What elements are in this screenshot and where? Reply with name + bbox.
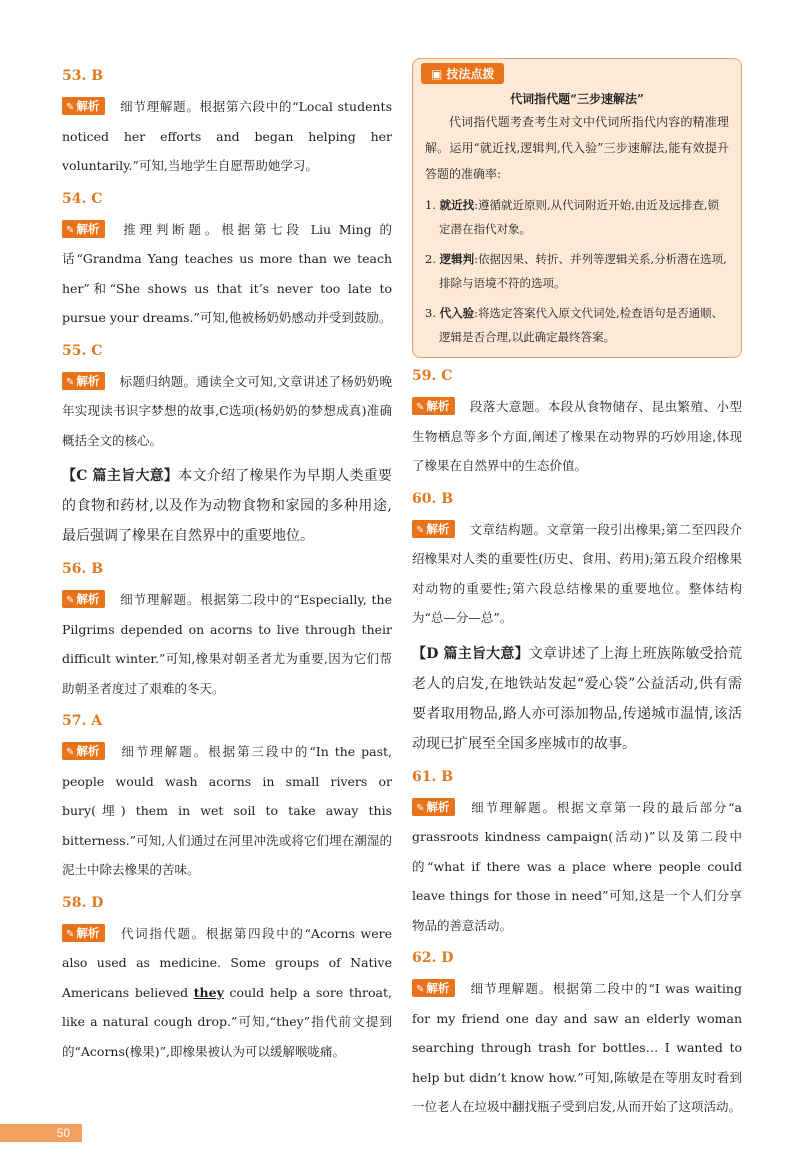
tip-intro: 代词指代题考查考生对文中代词所指代内容的精准理解。运用“就近找,逻辑判,代入验”三步速解法,能有效提升答题的准确率:: [425, 115, 729, 181]
answer-60: 60. B: [412, 490, 454, 507]
pencil-icon: ✎: [416, 402, 425, 413]
explanation-55: ✎ 解析 标题归纳题。通读全文可知,文章讲述了杨奶奶晚年实现读书识字梦想的故事,C选项(杨奶奶的梦想成真)准确概括全文的核心。: [62, 373, 392, 448]
answer-57: 57. A: [62, 713, 103, 729]
analysis-tag: ✎ 解析: [62, 220, 105, 238]
pencil-icon: ✎: [66, 928, 75, 940]
pencil-icon: ✎: [66, 747, 75, 758]
left-column: [62, 58, 392, 1066]
answer-55: 55. C: [62, 342, 103, 359]
underlined-they: they: [193, 984, 224, 1000]
summary-c: 【C 篇主旨大意】本文介绍了橡果作为早期人类重要的食物和药材,以及作为动物食物和家园的多种用途,最后强调了橡果在自然界中的重要地位。: [62, 468, 392, 544]
explanation-57: ✎ 解析 细节理解题。根据第三段中的“In the past, people would wash acorns in small rivers or bury(埋) them in wet soil to take away this bitterness.”可知,人们通过在河里冲洗或将它们埋在潮湿的泥土中除去橡果的苦味。: [62, 744, 392, 877]
tip-title: 代词指代题“三步速解法”: [510, 92, 644, 106]
analysis-tag: ✎ 解析: [62, 742, 105, 760]
answer-56: 56. B: [62, 561, 104, 577]
analysis-tag: ✎ 解析: [62, 372, 105, 390]
explanation-59: ✎ 解析 段落大意题。本段从食物储存、昆虫繁殖、小型生物栖息等多个方面,阐述了橡果在动物界的巧妙用途,体现了橡果在自然界中的生态价值。: [412, 399, 742, 473]
tip-step-2: 2. 逻辑判:依据因果、转折、并列等逻辑关系,分析潜在选项,排除与语境不符的选项。: [425, 252, 727, 290]
pencil-icon: ✎: [66, 376, 75, 388]
explanation-62: ✎ 解析 细节理解题。根据第二段中的“I was waiting for my friend one day and saw an elderly woman searching through trash for bottles… I wanted to help but didn’t know how.”可知,陈敏是在等朋友时看到一位老人在垃圾中翻找瓶子受到启发,从而开始了这项活动。: [412, 981, 742, 1114]
analysis-tag: ✎ 解析: [62, 97, 105, 115]
explanation-60: ✎ 解析 文章结构题。文章第一段引出橡果;第二至四段介绍橡果对人类的重要性(历史、食用、药用);第五段介绍橡果对动物的重要性;第六段总结橡果的重要地位。整体结构为“总—分—总”。: [412, 521, 742, 625]
pencil-icon: ✎: [66, 224, 75, 236]
analysis-tag: ✎ 解析: [412, 397, 455, 415]
tip-header: ▣ 技法点拨: [421, 63, 504, 84]
explanation-58: ✎ 解析 代词指代题。根据第四段中的“Acorns were also used as medicine. Some groups of Native Americans believed they could help a sore throat, like a natural cough drop.”可知,“they”指代前文提到的“Acorns(橡果)”,即橡果被认为可以缓解喉咙痛。: [62, 925, 392, 1059]
answer-61: 61. B: [412, 768, 454, 785]
answer-58: 58. D: [62, 894, 104, 911]
pencil-icon: ✎: [66, 102, 75, 113]
pencil-icon: ✎: [416, 984, 425, 995]
tip-step-3: 3. 代入验:将选定答案代入原文代词处,检查语句是否通顺、逻辑是否合理,以此确定最终答案。: [425, 306, 724, 344]
explanation-56: ✎ 解析 细节理解题。根据第二段中的“Especially, the Pilgrims depended on acorns to live through their difficult winter.”可知,橡果对朝圣者尤为重要,因为它们帮助朝圣者度过了艰难的冬天。: [62, 592, 392, 696]
analysis-tag: ✎ 解析: [412, 798, 455, 816]
page-number: 50: [0, 1124, 82, 1142]
tip-step-1: 1. 就近找:遵循就近原则,从代词附近开始,由近及远排查,锁定潜在指代对象。: [425, 198, 719, 236]
analysis-tag: ✎ 解析: [62, 924, 105, 942]
analysis-tag: ✎ 解析: [412, 979, 455, 997]
answer-54: 54. C: [62, 190, 103, 207]
explanation-53: ✎ 解析 细节理解题。根据第六段中的“Local students noticed her efforts and began helping her voluntarily.”可知,当地学生自愿帮助她学习。: [62, 99, 392, 173]
summary-d: 【D 篇主旨大意】文章讲述了上海上班族陈敏受拾荒老人的启发,在地铁站发起“爱心袋”公益活动,供有需要者取用物品,路人亦可添加物品,传递城市温情,该活动现已扩展至全国多座城市的故事。: [412, 645, 742, 752]
analysis-tag: ✎ 解析: [412, 520, 455, 538]
pencil-icon: ✎: [416, 802, 425, 814]
explanation-61: ✎ 解析 细节理解题。根据文章第一段的最后部分“a grassroots kindness campaign(活动)”以及第二段中的“what if there was a place where people could leave things for those in need”可知,这是一个人们分享物品的善意活动。: [412, 799, 742, 933]
lightbulb-icon: ▣: [431, 67, 443, 81]
technique-tip-box: [412, 58, 742, 358]
answer-62: 62. D: [412, 950, 454, 966]
analysis-tag: ✎ 解析: [62, 590, 105, 608]
pencil-icon: ✎: [416, 524, 425, 536]
answer-59: 59. C: [412, 368, 453, 384]
right-column: [412, 58, 742, 1122]
pencil-icon: ✎: [66, 595, 75, 606]
answer-53: 53. B: [62, 68, 104, 84]
explanation-54: ✎ 解析 推理判断题。根据第七段 Liu Ming 的话“Grandma Yang teaches us more than we teach her”和“She shows us that it’s never too late to pursue your dreams.”可知,他被杨奶奶感动并受到鼓励。: [62, 221, 392, 325]
